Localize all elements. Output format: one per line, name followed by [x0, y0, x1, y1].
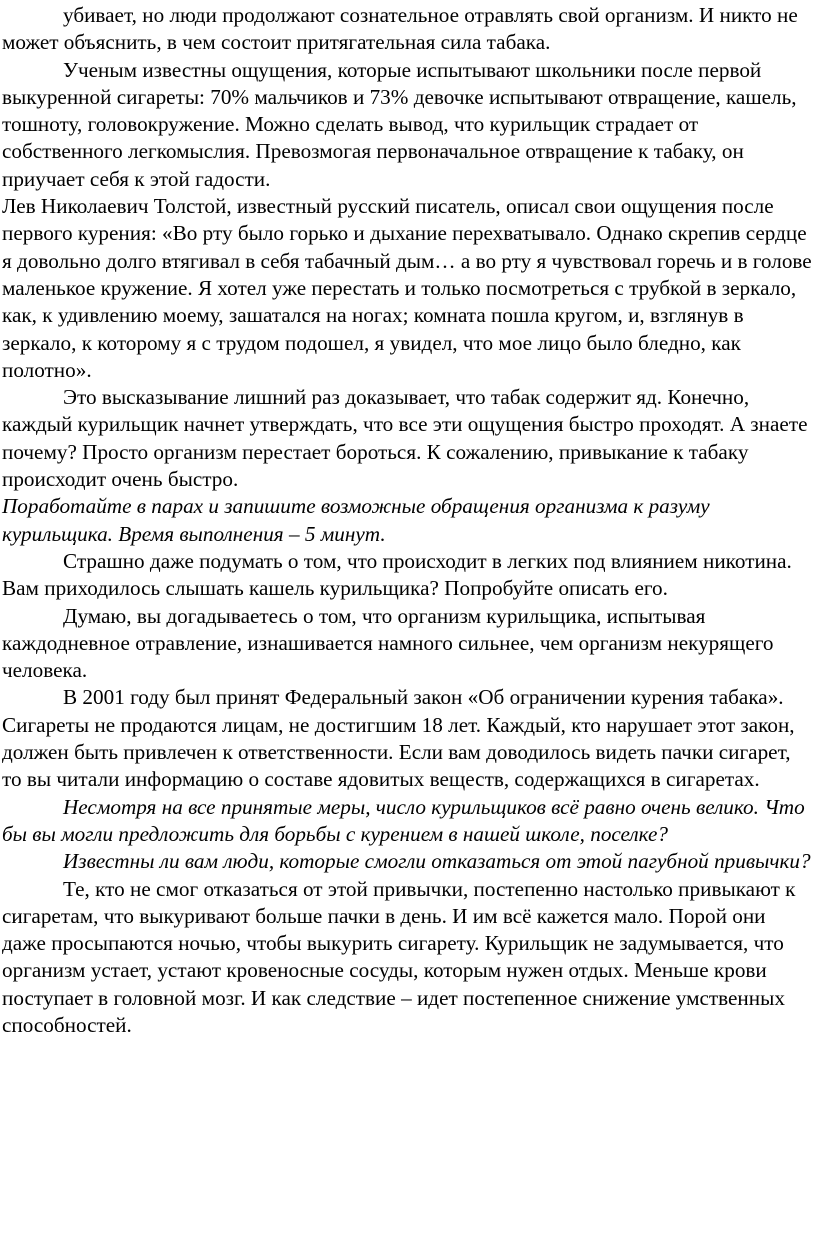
paragraph-8: В 2001 году был принят Федеральный закон «Об ограничении курения табака». Сигареты не продаются лицам, не достигшим 18 лет. Каждый, кто нарушает этот закон, должен быть привлечен к ответственности. Если вам доводилось видеть пачки сигарет, то вы читали информацию о составе ядовитых веществ, содержащихся в сигаретах. — [2, 685, 795, 792]
question-1: Несмотря на все принятые меры, число курильщиков всё равно очень велико. Что бы вы могли предложить для борьбы с курением в нашей школе, поселке? — [2, 794, 805, 846]
paragraph-6: Страшно даже подумать о том, что происходит в легких под влиянием никотина. Вам приходилось слышать кашель курильщика? Попробуйте описать его. — [2, 548, 792, 601]
task-instruction: Поработайте в парах и запишите возможные обращения организма к разуму курильщика. Время выполнения – 5 минут. — [2, 494, 710, 546]
paragraph-3: Лев Николаевич Толстой, известный русский писатель, описал свои ощущения после первого курения: «Во рту было горько и дыхание перехватывало. Однако скрепив сердце я довольно долго втягивал в себя табачный дым… а во рту я чувствовал горечь и в голове маленькое кружение. Я хотел уже перестать и только посмотреться с трубкой в зеркало, как, к удивлению моему, зашатался на ногах; комната пошла кругом, и, взглянув в зеркало, к которому я с трудом подошел, я увидел, что мое лицо было бледно, как полотно». — [2, 194, 812, 382]
paragraph-2: Ученым известны ощущения, которые испытывают школьники после первой выкуренной сигареты: 70% мальчиков и 73% девочке испытывают отвращение, кашель, тошноту, головокружение. Можно сделать вывод, что курильщик страдает от собственного легкомыслия. Превозмогая первоначальное отвращение к табаку, он приучает себя к этой гадости. — [2, 57, 797, 191]
paragraph-4: Это высказывание лишний раз доказывает, что табак содержит яд. Конечно, каждый курильщик начнет утверждать, что все эти ощущения быстро проходят. А знаете почему? Просто организм перестает бороться. К сожалению, привыкание к табаку происходит очень быстро. — [2, 385, 808, 492]
paragraph-7: Думаю, вы догадываетесь о том, что организм курильщика, испытывая каждодневное отравление, изнашивается намного сильнее, чем организм некурящего человека. — [2, 603, 774, 683]
paragraph-1: убивает, но люди продолжают сознательное отравлять свой организм. И никто не может объяснить, в чем состоит притягательная сила табака. — [2, 3, 798, 55]
paragraph-11: Те, кто не смог отказаться от этой привычки, постепенно настолько привыкают к сигаретам, что выкуривают больше пачки в день. И им всё кажется мало. Порой они даже просыпаются ночью, чтобы выкурить сигарету. Курильщик не задумывается, что организм устает, устают кровеносные сосуды, которым нужен отдых. Меньше крови поступает в головной мозг. И как следствие – идет постепенное снижение умственных способностей. — [2, 876, 796, 1037]
question-2: Известны ли вам люди, которые смогли отказаться от этой пагубной привычки? — [63, 849, 811, 874]
